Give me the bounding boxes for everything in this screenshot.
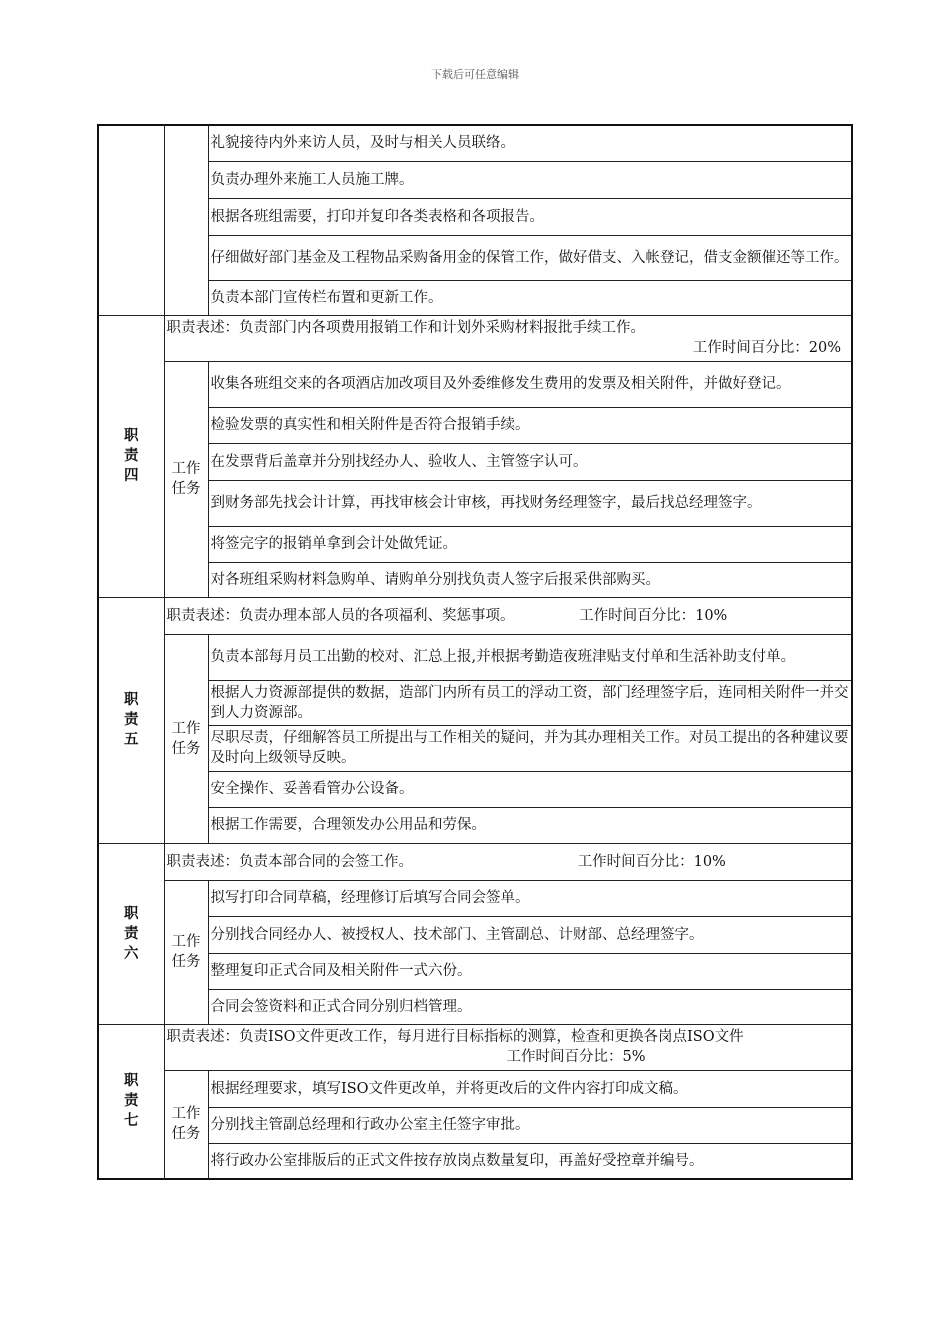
task-item: 根据各班组需要，打印并复印各类表格和各项报告。: [208, 198, 852, 235]
duty-label-6: 职 责 六: [98, 843, 164, 1024]
task-item: 仔细做好部门基金及工程物品采购备用金的保管工作，做好借支、入帐登记，借支金额催还等工作。: [208, 235, 852, 280]
table-row: [98, 953, 852, 989]
table-row: [98, 989, 852, 1024]
table-row: [98, 161, 852, 198]
time-percent: 工作时间百分比：5%: [506, 1049, 646, 1065]
time-percent: 工作时间百分比：10%: [577, 853, 726, 870]
table-row: [98, 443, 852, 480]
task-item: 根据经理要求，填写ISO文件更改单，并将更改后的文件内容打印成文稿。: [208, 1070, 852, 1107]
table-row: [98, 1024, 852, 1070]
table-row: [98, 407, 852, 443]
task-item: 根据工作需要，合理领发办公用品和劳保。: [208, 807, 852, 843]
duty-description-7: 职责表述：负责ISO文件更改工作，每月进行目标指标的测算，检查和更换各岗点ISO文件 工作时间百分比：5%: [164, 1024, 852, 1070]
task-item: 负责办理外来施工人员施工牌。: [208, 161, 852, 198]
task-item: 安全操作、妥善看管办公设备。: [208, 771, 852, 807]
table-row: [98, 315, 852, 361]
task-item: 分别找合同经办人、被授权人、技术部门、主管副总、计财部、总经理签字。: [208, 916, 852, 953]
duty-label-7: 职 责 七: [98, 1024, 164, 1179]
time-percent: 工作时间百分比：20%: [692, 340, 841, 356]
table-row: [98, 807, 852, 843]
task-label-4: 工作 任务: [164, 361, 208, 597]
task-item: 对各班组采购材料急购单、请购单分别找负责人签字后报采供部购买。: [208, 562, 852, 597]
duty-description-5: 职责表述：负责办理本部人员的各项福利、奖惩事项。 工作时间百分比：10%: [164, 597, 852, 634]
task-item: 到财务部先找会计计算，再找审核会计审核，再找财务经理签字，最后找总经理签字。: [208, 480, 852, 526]
table-row: [98, 1143, 852, 1179]
task-item: 负责本部门宣传栏布置和更新工作。: [208, 280, 852, 315]
header-note: 下载后可任意编辑: [431, 68, 519, 81]
time-percent: 工作时间百分比：10%: [579, 607, 728, 624]
task-item: 合同会签资料和正式合同分别归档管理。: [208, 989, 852, 1024]
task-item: 负责本部每月员工出勤的校对、汇总上报,并根据考勤造夜班津贴支付单和生活补助支付单。: [208, 634, 852, 680]
duty-label-5: 职 责 五: [98, 597, 164, 843]
table-row: [98, 526, 852, 562]
table-row: [98, 562, 852, 597]
table-row: [98, 198, 852, 235]
duty-label-4: 职 责 四: [98, 315, 164, 597]
task-label-5: 工作 任务: [164, 634, 208, 843]
task-item: 检验发票的真实性和相关附件是否符合报销手续。: [208, 407, 852, 443]
table-row: [98, 771, 852, 807]
table-row: [98, 1107, 852, 1143]
blank-label-cell: [98, 125, 164, 315]
duty-description-4: 职责表述：负责部门内各项费用报销工作和计划外采购材料报批手续工作。 工作时间百分比：20%: [164, 315, 852, 361]
table-row: [98, 725, 852, 771]
table-row: [98, 916, 852, 953]
task-item: 尽职尽责，仔细解答员工所提出与工作相关的疑问，并为其办理相关工作。对员工提出的各种建议要及时向上级领导反映。: [208, 725, 852, 771]
task-label-6: 工作 任务: [164, 880, 208, 1024]
table-row: [98, 880, 852, 916]
task-item: 整理复印正式合同及相关附件一式六份。: [208, 953, 852, 989]
table-row: [98, 280, 852, 315]
table-row: [98, 680, 852, 725]
task-label-7: 工作 任务: [164, 1070, 208, 1179]
task-item: 拟写打印合同草稿，经理修订后填写合同会签单。: [208, 880, 852, 916]
task-item: 根据人力资源部提供的数据，造部门内所有员工的浮动工资，部门经理签字后，连同相关附件一并交到人力资源部。: [208, 680, 852, 725]
table-row: [98, 480, 852, 526]
task-item: 将签完字的报销单拿到会计处做凭证。: [208, 526, 852, 562]
task-item: 将行政办公室排版后的正式文件按存放岗点数量复印，再盖好受控章并编号。: [208, 1143, 852, 1179]
table-row: [98, 597, 852, 634]
table-row: [98, 361, 852, 407]
task-item: 在发票背后盖章并分别找经办人、验收人、主管签字认可。: [208, 443, 852, 480]
table-row: [98, 1070, 852, 1107]
task-item: 礼貌接待内外来访人员，及时与相关人员联络。: [208, 125, 852, 161]
task-item: 收集各班组交来的各项酒店加改项目及外委维修发生费用的发票及相关附件，并做好登记。: [208, 361, 852, 407]
duty-table: [97, 124, 853, 1180]
task-item: 分别找主管副总经理和行政办公室主任签字审批。: [208, 1107, 852, 1143]
table-row: [98, 843, 852, 880]
duty-description-6: 职责表述：负责本部合同的会签工作。 工作时间百分比：10%: [164, 843, 852, 880]
blank-sublabel-cell: [164, 125, 208, 315]
table-row: [98, 634, 852, 680]
table-row: [98, 125, 852, 161]
table-row: [98, 235, 852, 280]
